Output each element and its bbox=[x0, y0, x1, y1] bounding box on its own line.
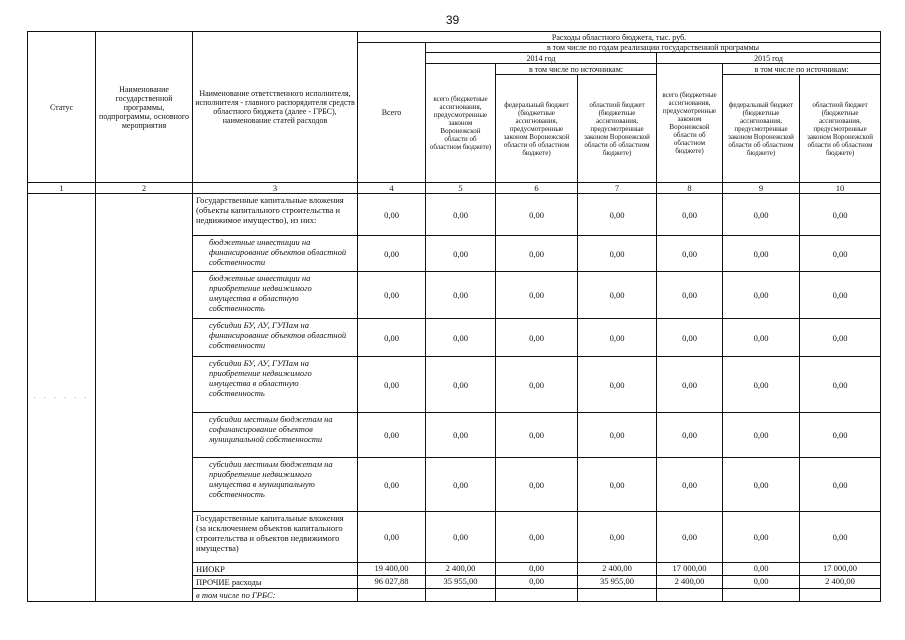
cell-2015-regional: 0,00 bbox=[800, 413, 881, 458]
status-cell bbox=[28, 194, 96, 602]
cell-2015-all: 0,00 bbox=[657, 194, 723, 236]
cell-2015-all: 0,00 bbox=[657, 458, 723, 512]
col-number: 5 bbox=[426, 183, 496, 194]
cell-2014-regional: 0,00 bbox=[578, 194, 657, 236]
cell-2015-federal: 0,00 bbox=[723, 194, 800, 236]
cell-2015-regional: 0,00 bbox=[800, 512, 881, 563]
cell-2014-federal: 0,00 bbox=[496, 236, 578, 272]
cell-2014-regional: 0,00 bbox=[578, 236, 657, 272]
cell-2015-all: 17 000,00 bbox=[657, 563, 723, 576]
cell-2014-regional: 35 955,00 bbox=[578, 576, 657, 589]
header-by-years: в том числе по годам реализации государственной программы bbox=[426, 43, 881, 53]
cell-2015-federal: 0,00 bbox=[723, 319, 800, 357]
cell-2015-regional: 0,00 bbox=[800, 458, 881, 512]
cell-2015-all: 0,00 bbox=[657, 413, 723, 458]
cell-total: 19 400,00 bbox=[358, 563, 426, 576]
header-by-sources-2015: в том числе по источникам: bbox=[723, 64, 881, 75]
column-numbers-row bbox=[28, 183, 881, 194]
cell-total: 0,00 bbox=[358, 357, 426, 413]
cell-2014-regional bbox=[578, 589, 657, 602]
cell-2014-regional: 0,00 bbox=[578, 357, 657, 413]
row-label: бюджетные инвестиции на приобретение недвижимого имущества в областную собственность bbox=[193, 272, 358, 319]
header-all-2014: всего (бюджетные ассигнования, предусмотренные законом Воронежской области об областном бюджете) bbox=[426, 64, 496, 183]
cell-2015-federal: 0,00 bbox=[723, 458, 800, 512]
row-label: бюджетные инвестиции на финансирование объектов областной собственности bbox=[193, 236, 358, 272]
row-label: Государственные капитальные вложения (за исключением объектов капитального строительства и объектов недвижимого имущества) bbox=[193, 512, 358, 563]
cell-2015-all: 0,00 bbox=[657, 357, 723, 413]
cell-2014-federal: 0,00 bbox=[496, 563, 578, 576]
cell-2014-all: 0,00 bbox=[426, 194, 496, 236]
cell-2014-federal: 0,00 bbox=[496, 319, 578, 357]
header-year-2015: 2015 год bbox=[657, 53, 881, 64]
cell-2015-all bbox=[657, 589, 723, 602]
cell-2014-regional: 0,00 bbox=[578, 272, 657, 319]
cell-2015-regional: 2 400,00 bbox=[800, 576, 881, 589]
cell-total: 0,00 bbox=[358, 272, 426, 319]
cell-2014-all: 0,00 bbox=[426, 236, 496, 272]
row-label: субсидии местным бюджетам на софинансирование объектов муниципальной собственности bbox=[193, 413, 358, 458]
cell-2015-all: 0,00 bbox=[657, 319, 723, 357]
cell-2014-all: 2 400,00 bbox=[426, 563, 496, 576]
cell-2015-regional: 17 000,00 bbox=[800, 563, 881, 576]
cell-2014-federal: 0,00 bbox=[496, 458, 578, 512]
cell-2014-all: 0,00 bbox=[426, 272, 496, 319]
cell-2015-federal: 0,00 bbox=[723, 236, 800, 272]
cell-2015-all: 2 400,00 bbox=[657, 576, 723, 589]
row-label: в том числе по ГРБС: bbox=[193, 589, 358, 602]
cell-2015-regional: 0,00 bbox=[800, 194, 881, 236]
col-number: 4 bbox=[358, 183, 426, 194]
cell-2014-federal: 0,00 bbox=[496, 194, 578, 236]
header-regional-2014: областной бюджет (бюджетные ассигнования, предусмотренные законом Воронежской области об областном бюджете) bbox=[578, 75, 657, 183]
col-number: 10 bbox=[800, 183, 881, 194]
cell-2014-federal: 0,00 bbox=[496, 357, 578, 413]
cell-2014-all: 35 955,00 bbox=[426, 576, 496, 589]
table-row bbox=[28, 194, 881, 236]
cell-2015-federal: 0,00 bbox=[723, 563, 800, 576]
header-all-2015: всего (бюджетные ассигнования, предусмотренные законом Воронежской области об областном бюджете) bbox=[657, 64, 723, 183]
header-total: Всего bbox=[358, 43, 426, 183]
cell-2014-regional: 0,00 bbox=[578, 319, 657, 357]
budget-table bbox=[27, 31, 881, 602]
col-number: 1 bbox=[28, 183, 96, 194]
row-label: субсидии БУ, АУ, ГУПам на финансирование объектов областной собственности bbox=[193, 319, 358, 357]
cell-2014-all: 0,00 bbox=[426, 357, 496, 413]
cell-total: 96 027,88 bbox=[358, 576, 426, 589]
cell-2014-regional: 0,00 bbox=[578, 512, 657, 563]
col-number: 7 bbox=[578, 183, 657, 194]
cell-total bbox=[358, 589, 426, 602]
cell-2015-federal: 0,00 bbox=[723, 272, 800, 319]
cell-total: 0,00 bbox=[358, 413, 426, 458]
page-number: 39 bbox=[445, 13, 460, 27]
cell-2015-federal: 0,00 bbox=[723, 512, 800, 563]
cell-2014-regional: 0,00 bbox=[578, 458, 657, 512]
cell-2015-regional: 0,00 bbox=[800, 272, 881, 319]
row-label: НИОКР bbox=[193, 563, 358, 576]
cell-total: 0,00 bbox=[358, 194, 426, 236]
header-program-name: Наименование государственной программы, подпрограммы, основного мероприятия bbox=[96, 32, 193, 183]
row-label: субсидии местным бюджетам на приобретение недвижимого имущества в муниципальную собственность bbox=[193, 458, 358, 512]
row-label: ПРОЧИЕ расходы bbox=[193, 576, 358, 589]
cell-2015-all: 0,00 bbox=[657, 236, 723, 272]
cell-2015-regional bbox=[800, 589, 881, 602]
cell-2015-regional: 0,00 bbox=[800, 236, 881, 272]
col-number: 2 bbox=[96, 183, 193, 194]
header-by-sources-2014: в том числе по источникам: bbox=[496, 64, 657, 75]
cell-2014-regional: 2 400,00 bbox=[578, 563, 657, 576]
cell-total: 0,00 bbox=[358, 512, 426, 563]
row-label: Государственные капитальные вложения (объекты капитального строительства и недвижимое имущество), из них: bbox=[193, 194, 358, 236]
cell-2014-all: 0,00 bbox=[426, 319, 496, 357]
cell-total: 0,00 bbox=[358, 236, 426, 272]
header-executor: Наименование ответственного исполнителя, исполнителя - главного распорядителя средств областного бюджета (далее - ГРБС), наименование статей расходов bbox=[193, 32, 358, 183]
cell-2015-federal: 0,00 bbox=[723, 357, 800, 413]
cell-2014-all: 0,00 bbox=[426, 413, 496, 458]
cell-2015-regional: 0,00 bbox=[800, 319, 881, 357]
cell-2014-all: 0,00 bbox=[426, 512, 496, 563]
header-expenses: Расходы областного бюджета, тыс. руб. bbox=[358, 32, 881, 43]
cell-2014-federal: 0,00 bbox=[496, 576, 578, 589]
cell-2014-regional: 0,00 bbox=[578, 413, 657, 458]
col-number: 8 bbox=[657, 183, 723, 194]
cell-2014-all: 0,00 bbox=[426, 458, 496, 512]
header-regional-2015: областной бюджет (бюджетные ассигнования, предусмотренные законом Воронежской области об областном бюджете) bbox=[800, 75, 881, 183]
header-status: Статус bbox=[28, 32, 96, 183]
cell-2014-federal: 0,00 bbox=[496, 272, 578, 319]
cell-total: 0,00 bbox=[358, 458, 426, 512]
cell-2015-all: 0,00 bbox=[657, 272, 723, 319]
cell-total: 0,00 bbox=[358, 319, 426, 357]
cell-2014-federal bbox=[496, 589, 578, 602]
header-year-2014: 2014 год bbox=[426, 53, 657, 64]
cell-2014-all bbox=[426, 589, 496, 602]
col-number: 9 bbox=[723, 183, 800, 194]
header-federal-2014: федеральный бюджет (бюджетные ассигнования, предусмотренные законом Воронежской области об областном бюджете) bbox=[496, 75, 578, 183]
program-cell bbox=[96, 194, 193, 602]
cell-2015-federal: 0,00 bbox=[723, 413, 800, 458]
cell-2015-federal bbox=[723, 589, 800, 602]
cell-2015-federal: 0,00 bbox=[723, 576, 800, 589]
cell-2014-federal: 0,00 bbox=[496, 413, 578, 458]
header-federal-2015: федеральный бюджет (бюджетные ассигнования, предусмотренные законом Воронежской области об областном бюджете) bbox=[723, 75, 800, 183]
cell-2014-federal: 0,00 bbox=[496, 512, 578, 563]
col-number: 6 bbox=[496, 183, 578, 194]
cell-2015-regional: 0,00 bbox=[800, 357, 881, 413]
row-label: субсидии БУ, АУ, ГУПам на приобретение недвижимого имущества в областную собственность bbox=[193, 357, 358, 413]
col-number: 3 bbox=[193, 183, 358, 194]
status-dots: · · · · · · bbox=[33, 394, 90, 402]
cell-2015-all: 0,00 bbox=[657, 512, 723, 563]
